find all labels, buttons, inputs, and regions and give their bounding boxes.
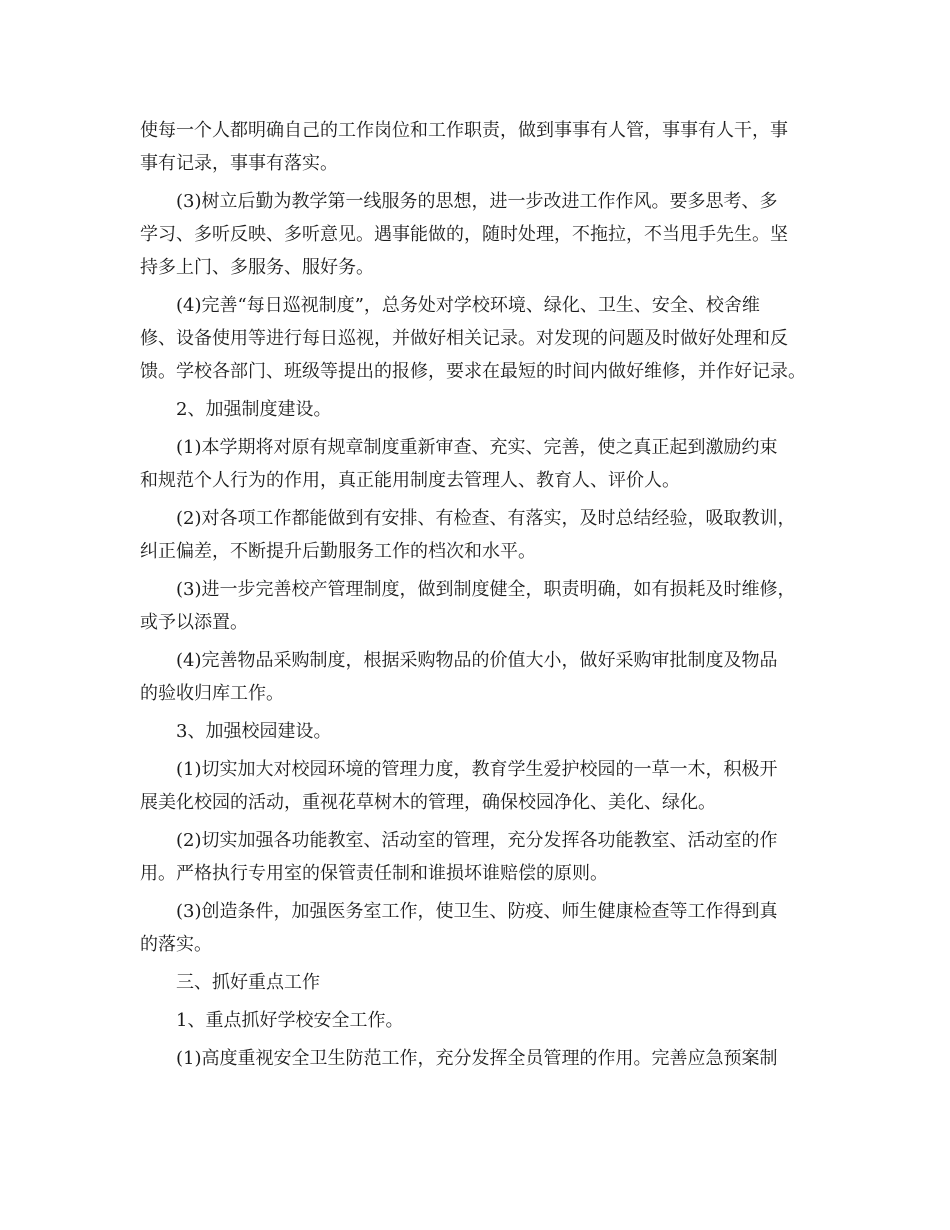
paragraph-line: 持多上门、多服务、服好务。 bbox=[140, 257, 374, 278]
paragraph-line: 和规范个人行为的作用，真正能用制度去管理人、教育人、评价人。 bbox=[140, 470, 680, 491]
paragraph-line: 用。严格执行专用室的保管责任制和谁损坏谁赔偿的原则。 bbox=[140, 863, 608, 884]
paragraph-line: 或予以添置。 bbox=[140, 612, 248, 633]
paragraph-line: (1)高度重视安全卫生防范工作，充分发挥全员管理的作用。完善应急预案制 bbox=[176, 1048, 778, 1069]
paragraph bbox=[140, 1004, 812, 1037]
paragraph bbox=[140, 824, 812, 890]
paragraph bbox=[140, 502, 812, 568]
paragraph-line: (3)树立后勤为教学第一线服务的思想，进一步改进工作作风。要多思考、多 bbox=[176, 191, 778, 212]
paragraph-line: 1、重点抓好学校安全工作。 bbox=[176, 1010, 404, 1031]
paragraph bbox=[140, 966, 812, 999]
paragraph-line: (2)切实加强各功能教室、活动室的管理，充分发挥各功能教室、活动室的作 bbox=[176, 830, 778, 851]
paragraph-line: (4)完善“每日巡视制度”，总务处对学校环境、绿化、卫生、安全、校舍维 bbox=[176, 295, 760, 316]
paragraph-line: 3、加强校园建设。 bbox=[176, 721, 332, 742]
paragraph bbox=[140, 895, 812, 961]
paragraph bbox=[140, 289, 812, 388]
paragraph-line: 馈。学校各部门、班级等提出的报修，要求在最短的时间内做好维修，并作好记录。 bbox=[140, 361, 806, 382]
paragraph-line: 纠正偏差，不断提升后勤服务工作的档次和水平。 bbox=[140, 541, 536, 562]
paragraph bbox=[140, 753, 812, 819]
paragraph-line: (1)本学期将对原有规章制度重新审查、充实、完善，使之真正起到激励约束 bbox=[176, 437, 778, 458]
paragraph-line: 学习、多听反映、多听意见。遇事能做的，随时处理，不拖拉，不当甩手先生。坚 bbox=[140, 224, 788, 245]
paragraph-line: 2、加强制度建设。 bbox=[176, 399, 332, 420]
paragraph bbox=[140, 431, 812, 497]
paragraph bbox=[140, 185, 812, 284]
paragraph bbox=[140, 393, 812, 426]
paragraph-line: (4)完善物品采购制度，根据采购物品的价值大小，做好采购审批制度及物品 bbox=[176, 650, 778, 671]
paragraph-line: 修、设备使用等进行每日巡视，并做好相关记录。对发现的问题及时做好处理和反 bbox=[140, 328, 788, 349]
paragraph bbox=[140, 1042, 812, 1075]
paragraph-line: (2)对各项工作都能做到有安排、有检查、有落实，及时总结经验，吸取教训， bbox=[176, 508, 796, 529]
paragraph bbox=[140, 114, 812, 180]
paragraph-line: (3)创造条件，加强医务室工作，使卫生、防疫、师生健康检查等工作得到真 bbox=[176, 901, 778, 922]
paragraph-line: (1)切实加大对校园环境的管理力度，教育学生爱护校园的一草一木，积极开 bbox=[176, 759, 778, 780]
paragraph-line: 使每一个人都明确自己的工作岗位和工作职责，做到事事有人管，事事有人干，事 bbox=[140, 120, 788, 141]
paragraph-line: 事有记录，事事有落实。 bbox=[140, 153, 338, 174]
paragraph bbox=[140, 715, 812, 748]
paragraph-line: 三、抓好重点工作 bbox=[176, 972, 320, 993]
paragraph-line: 的验收归库工作。 bbox=[140, 683, 284, 704]
paragraph-line: (3)进一步完善校产管理制度，做到制度健全，职责明确，如有损耗及时维修， bbox=[176, 579, 796, 600]
paragraph-line: 展美化校园的活动，重视花草树木的管理，确保校园净化、美化、绿化。 bbox=[140, 792, 716, 813]
paragraph bbox=[140, 644, 812, 710]
document-body bbox=[140, 114, 812, 1080]
paragraph bbox=[140, 573, 812, 639]
paragraph-line: 的落实。 bbox=[140, 934, 212, 955]
